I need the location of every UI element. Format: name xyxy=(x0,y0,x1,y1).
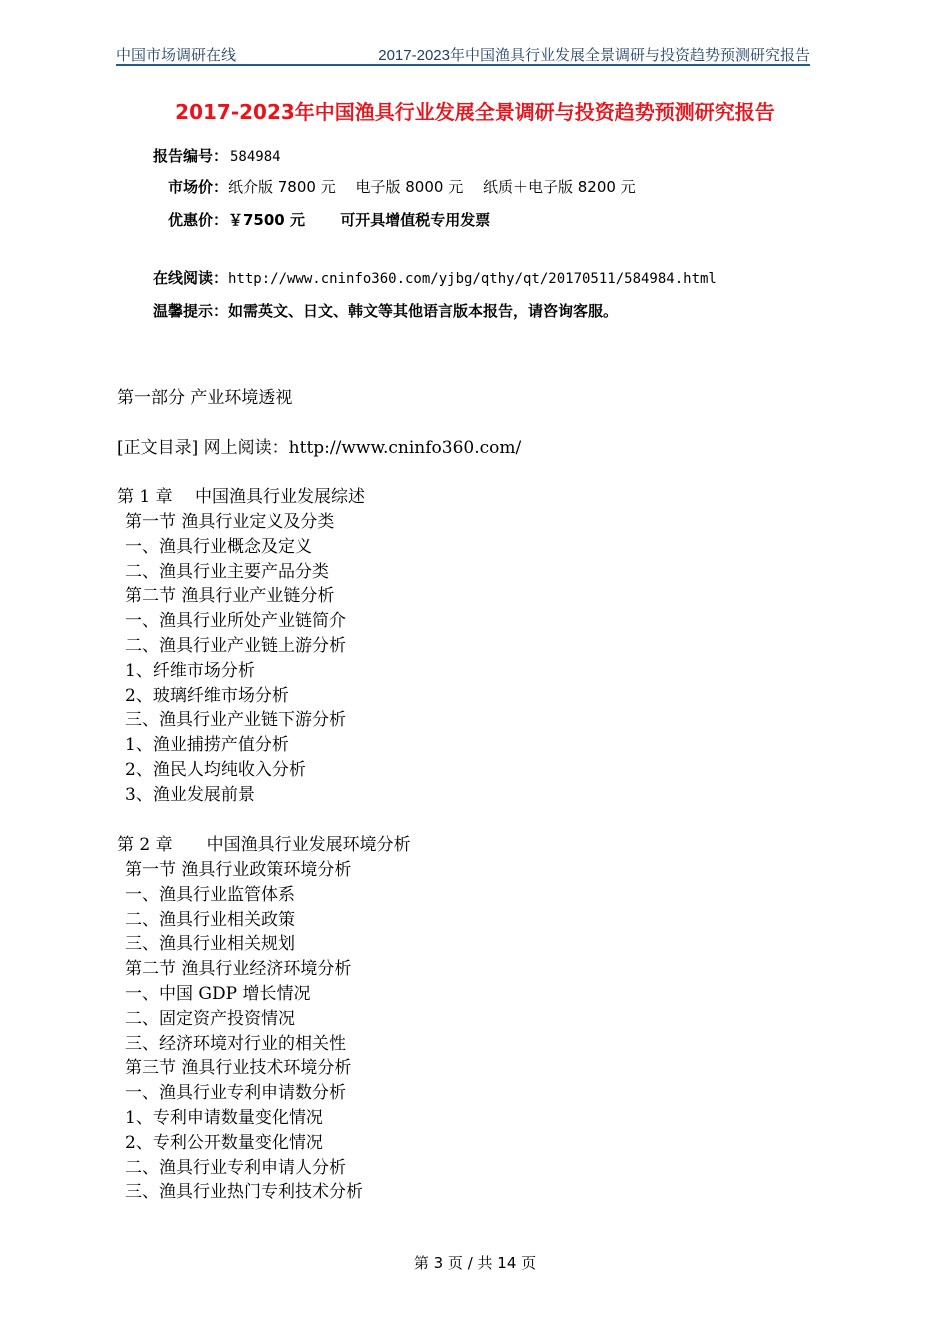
toc-item: 第二节 渔具行业经济环境分析 xyxy=(125,959,352,980)
toc-item: 三、渔具行业热门专利技术分析 xyxy=(125,1182,363,1203)
tip-label: 温馨提示： xyxy=(152,302,228,320)
price-value: 纸介版 7800 元 电子版 8000 元 纸质＋电子版 8200 元 xyxy=(228,178,636,196)
toc-item: 1、纤维市场分析 xyxy=(125,660,255,681)
price-label: 市场价： xyxy=(167,178,228,196)
toc-item: 一、渔具行业所处产业链简介 xyxy=(125,611,346,632)
discount-row xyxy=(130,209,490,231)
toc-item: 第二节 渔具行业产业链分析 xyxy=(125,586,335,607)
toc-item: 一、渔具行业专利申请数分析 xyxy=(125,1083,346,1104)
document-title: 2017-2023年中国渔具行业发展全景调研与投资趋势预测研究报告 xyxy=(175,100,775,124)
toc-item: 一、渔具行业概念及定义 xyxy=(125,536,312,557)
toc-part-title: 第一部分 产业环境透视 xyxy=(117,388,293,408)
tip-value: 如需英文、日文、韩文等其他语言版本报告，请咨询客服。 xyxy=(228,302,619,320)
report-number-value: 584984 xyxy=(230,149,281,165)
toc-item: 第三节 渔具行业技术环境分析 xyxy=(125,1058,352,1079)
toc-chapter-2: 第 2 章 中国渔具行业发展环境分析 xyxy=(117,835,411,855)
toc-item: 二、渔具行业产业链上游分析 xyxy=(125,636,346,656)
toc-item: 二、渔具行业主要产品分类 xyxy=(125,561,329,582)
report-number-label: 报告编号： xyxy=(152,147,228,165)
toc-item: 2、渔民人均纯收入分析 xyxy=(125,760,306,780)
toc-item: 第一节 渔具行业政策环境分析 xyxy=(125,860,352,880)
toc-item: 二、渔具行业相关政策 xyxy=(125,909,295,930)
toc-chapter-1: 第 1 章 中国渔具行业发展综述 xyxy=(117,487,366,507)
toc-item: 1、专利申请数量变化情况 xyxy=(125,1108,323,1128)
toc-item: 三、经济环境对行业的相关性 xyxy=(125,1033,346,1054)
toc-catalog-link[interactable]: [正文目录] 网上阅读：http://www.cninfo360.com/ xyxy=(117,438,522,458)
toc-item: 2、专利公开数量变化情况 xyxy=(125,1132,323,1153)
page-header xyxy=(116,42,810,66)
toc-item: 一、渔具行业监管体系 xyxy=(125,884,295,905)
online-read-label: 在线阅读： xyxy=(152,269,228,287)
toc-item: 第一节 渔具行业定义及分类 xyxy=(125,512,335,532)
page-footer: 第 3 页 / 共 14 页 xyxy=(413,1254,537,1272)
header-report-title: 2017-2023年中国渔具行业发展全景调研与投资趋势预测研究报告 xyxy=(378,47,810,64)
toc-item: 二、固定资产投资情况 xyxy=(125,1008,295,1029)
toc-item: 三、渔具行业相关规划 xyxy=(125,934,295,955)
online-read-link[interactable]: http://www.cninfo360.com/yjbg/qthy/qt/20170511/584984.html xyxy=(228,271,717,287)
discount-value: ￥7500 元 可开具增值税专用发票 xyxy=(228,211,491,229)
toc-item: 二、渔具行业专利申请人分析 xyxy=(125,1157,346,1178)
price-row xyxy=(130,176,636,198)
toc-item: 三、渔具行业产业链下游分析 xyxy=(125,710,346,731)
report-number-row xyxy=(130,145,281,167)
toc-item: 3、渔业发展前景 xyxy=(125,784,255,805)
header-site-name: 中国市场调研在线 xyxy=(116,47,237,64)
tip-row xyxy=(130,300,618,322)
toc-item: 2、玻璃纤维市场分析 xyxy=(125,685,289,706)
discount-label: 优惠价： xyxy=(167,211,228,229)
toc-item: 1、渔业捕捞产值分析 xyxy=(125,735,289,756)
toc-item: 一、中国 GDP 增长情况 xyxy=(125,984,311,1004)
online-read-row xyxy=(130,267,717,289)
